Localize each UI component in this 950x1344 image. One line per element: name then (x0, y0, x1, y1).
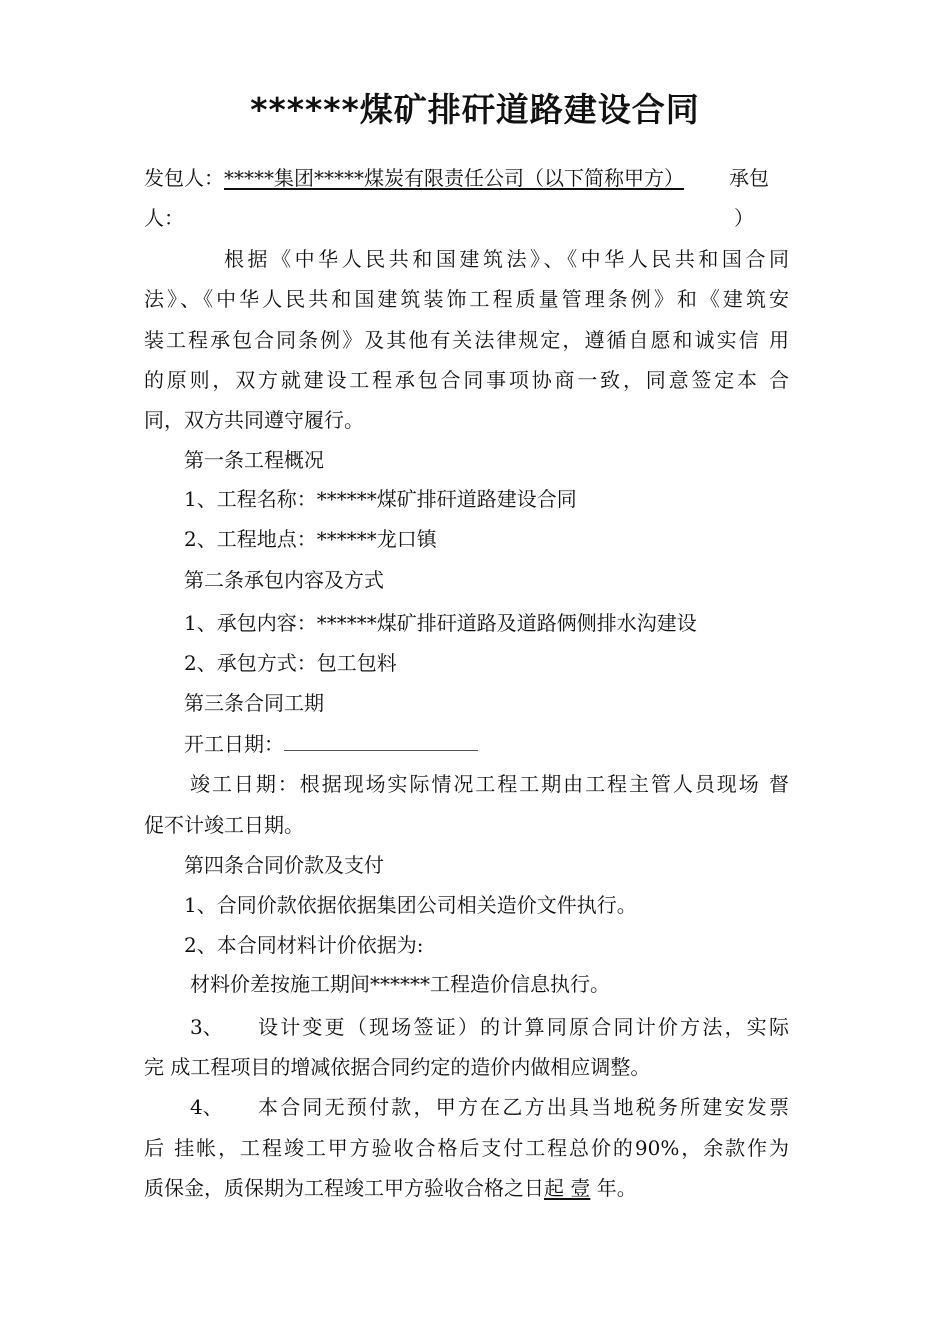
article2-heading: 第二条承包内容及方式 (184, 568, 384, 592)
article1-heading: 第一条工程概况 (184, 448, 324, 472)
contractor-label-part2: 人： (144, 206, 184, 230)
employer-line (144, 164, 789, 192)
employer-name: *****集团*****煤炭有限责任公司（以下简称甲方） (224, 166, 684, 190)
article4-item3-number: 3、 (190, 1015, 223, 1039)
article1-item1: 1、工程名称：******煤矿排矸道路建设合同 (184, 487, 577, 511)
article4-item3-line-2: 完 成工程项目的增减依据合同约定的造价内做相应调整。 (144, 1055, 651, 1079)
article4-item4-number: 4、 (190, 1095, 223, 1119)
contractor-line (144, 204, 789, 232)
article3-heading: 第三条合同工期 (184, 691, 324, 715)
start-date-line (184, 730, 789, 758)
article4-item4-line-1: 本合同无预付款，甲方在乙方出具当地税务所建安发票 (258, 1095, 789, 1119)
article4-item3-line-1: 设计变更（现场签证）的计算同原合同计价方法，实际 (258, 1015, 789, 1039)
contract-title: ******煤矿排矸道路建设合同 (250, 90, 700, 129)
article2-item1: 1、承包内容：******煤矿排矸道路及道路俩侧排水沟建设 (184, 611, 697, 635)
employer-label: 发包人： (144, 166, 224, 190)
article4-heading: 第四条合同价款及支付 (184, 853, 384, 877)
end-date-line-2: 促不计竣工日期。 (144, 813, 304, 837)
article4-item1: 1、合同价款依据依据集团公司相关造价文件执行。 (184, 893, 637, 917)
preamble-line-4: 的原则，双方就建设工程承包合同事项协商一致，同意签定本 合 (144, 368, 789, 392)
article2-item2: 2、承包方式：包工包料 (184, 651, 397, 675)
start-date-label: 开工日期： (184, 732, 284, 756)
warranty-text: 质保金，质保期为工程竣工甲方验收合格之日 (144, 1176, 544, 1200)
warranty-unit: 年。 (590, 1176, 637, 1200)
warranty-period: 起 壹 (544, 1176, 591, 1200)
contractor-close-paren: ） (734, 206, 754, 230)
article4-item4-line-2: 后 挂帐，工程竣工甲方验收合格后支付工程总价的90%，余款作为 (144, 1136, 789, 1160)
contractor-label-part1: 承包 (729, 166, 769, 190)
article4-item2-detail: 材料价差按施工期间******工程造价信息执行。 (190, 972, 610, 996)
article4-item2: 2、本合同材料计价依据为: (184, 933, 424, 957)
article4-item4-line-3 (144, 1174, 789, 1202)
preamble-line-2: 法》、《中华人民共和国建筑装饰工程质量管理条例》和《建筑安 (144, 287, 789, 311)
preamble-line-5: 同，双方共同遵守履行。 (144, 408, 364, 432)
article1-item2: 2、工程地点：******龙口镇 (184, 527, 437, 551)
end-date-line-1: 竣工日期：根据现场实际情况工程工期由工程主管人员现场 督 (190, 772, 789, 796)
preamble-line-3: 装工程承包合同条例》及其他有关法律规定，遵循自愿和诚实信 用 (144, 328, 789, 352)
start-date-blank (284, 732, 478, 751)
preamble-line-1: 根据《中华人民共和国建筑法》、《中华人民共和国合同 (224, 247, 789, 271)
